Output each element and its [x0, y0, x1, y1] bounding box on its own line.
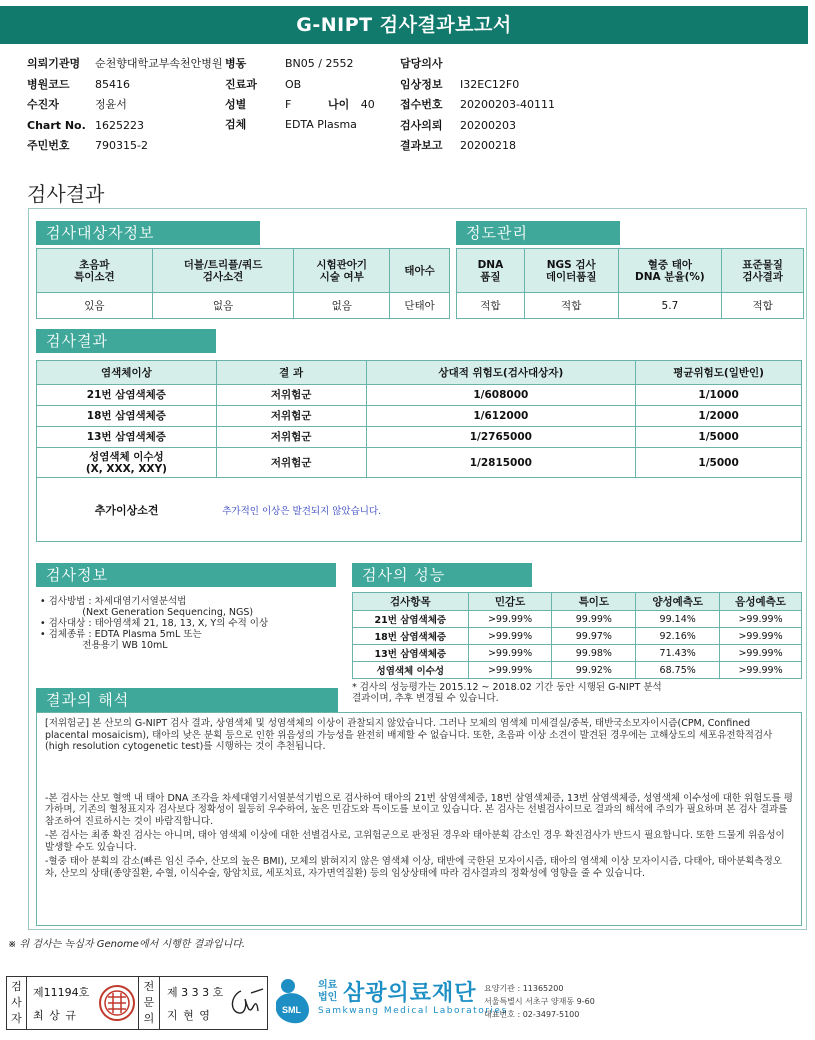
column-header: 음성예측도 [720, 593, 802, 611]
test-info-line: • 검사방법 : 차세대염기서열분석법 [40, 596, 187, 607]
column-header: DNA 품질 [457, 249, 525, 293]
org-contact [484, 982, 595, 1021]
header-field [400, 139, 516, 153]
interpretation-text [36, 712, 802, 926]
column-header: 상대적 위험도(검사대상자) [366, 361, 636, 385]
extra-findings-row [37, 478, 802, 542]
tab-performance: 검사의 성능 [352, 563, 532, 587]
result-name-cell: 18번 삼염색체증 [37, 406, 217, 427]
result-result-cell: 저위험군 [216, 448, 366, 478]
specialist-license: 제 3 3 3 호 [167, 986, 224, 999]
performance-value-cell: 99.14% [636, 611, 720, 628]
org-legal-type [318, 980, 337, 1004]
role-specialist: 전 문 의 [138, 977, 160, 1029]
performance-value-cell: >99.99% [720, 662, 802, 679]
header-row [457, 249, 804, 293]
report-title: G-NIPT 검사결과보고서 [0, 6, 808, 44]
header-field-label: 담당의사 [400, 57, 443, 70]
value-cell: 있음 [37, 293, 153, 319]
header-field-label: 검사의뢰 [400, 118, 443, 132]
value-cell: 5.7 [618, 293, 722, 319]
header-field [225, 98, 291, 112]
result-avg-cell: 1/5000 [636, 427, 802, 448]
legal-prefix-1: 의료 [318, 980, 338, 991]
header-field-value: 85416 [95, 77, 130, 91]
specialist-signature [227, 985, 265, 1024]
header-field-value: 790315-2 [95, 139, 148, 152]
header-field-value: I32EC12F0 [460, 77, 520, 91]
performance-note-line-1: * 검사의 성능평가는 2015.12 ~ 2018.02 기간 동안 시행된 G-NIPT 분석 [352, 682, 662, 693]
interpretation-paragraph: -본 검사는 최종 확진 검사는 아니며, 태아 염색체 이상에 대한 선별검사로, 고위험군으로 판정된 경우와 태아분획 감소인 경우 확진검사가 반드시 필요합니다. 또한 드물게 위음성이 발생할 수도 있습니다. [45, 830, 785, 853]
org-care-code: 요양기관 : 11365200 [484, 984, 564, 993]
header-field-label: 수진자 [27, 98, 59, 111]
result-result-cell: 저위험군 [216, 406, 366, 427]
header-field-value: OB [285, 78, 302, 91]
org-name-en: Samkwang Medical Laboratories [318, 1006, 508, 1016]
performance-value-cell: >99.99% [468, 662, 552, 679]
footer-note: ※ 위 검사는 녹십자 Genome에서 시행한 결과입니다. [8, 939, 246, 950]
performance-value-cell: 71.43% [636, 645, 720, 662]
tab-test-info: 검사정보 [36, 563, 336, 587]
performance-item-cell: 성염색체 이수성 [353, 662, 469, 679]
section-title: 검사결과 [27, 182, 105, 206]
result-avg-cell: 1/2000 [636, 406, 802, 427]
column-header: 검사항목 [353, 593, 469, 611]
table-row [353, 645, 802, 662]
performance-value-cell: 99.98% [552, 645, 636, 662]
column-header: 특이도 [552, 593, 636, 611]
performance-note-line-2: 결과이며, 추후 변경될 수 있습니다. [352, 693, 499, 704]
value-row [37, 293, 450, 319]
header-field [27, 119, 144, 133]
column-header: 염색체이상 [37, 361, 217, 385]
performance-value-cell: 92.16% [636, 628, 720, 645]
value-row [457, 293, 804, 319]
tab-test-result: 검사결과 [36, 329, 216, 353]
header-field-label: 주민번호 [27, 139, 70, 152]
sml-logo-icon [272, 976, 318, 1026]
header-field [400, 57, 460, 71]
header-field-value: F [285, 98, 292, 111]
column-header: 평균위험도(일반인) [636, 361, 802, 385]
header-field [27, 78, 130, 92]
org-name-ko: 삼광의료재단 [343, 981, 477, 1006]
result-name-cell: 성염색체 이수성 (X, XXX, XXY) [37, 448, 217, 478]
header-field-value: 정윤서 [95, 98, 127, 111]
performance-note [352, 682, 802, 704]
performance-value-cell: >99.99% [468, 645, 552, 662]
performance-value-cell: >99.99% [468, 611, 552, 628]
header-field [225, 57, 353, 71]
header-field-label: 진료과 [225, 78, 257, 91]
value-cell: 적합 [457, 293, 525, 319]
column-header: NGS 검사 데이터품질 [524, 249, 618, 293]
header-field-value: BN05 / 2552 [285, 57, 354, 70]
test-info-notes [40, 596, 350, 651]
header-field-label: 병원코드 [27, 77, 70, 91]
header-field-label: 검체 [225, 118, 247, 131]
handwritten-signature-icon [227, 985, 265, 1021]
column-header: 더블/트리플/쿼드 검사소견 [152, 249, 294, 293]
result-result-cell: 저위험군 [216, 385, 366, 406]
result-rel-cell: 1/608000 [366, 385, 636, 406]
value-cell: 없음 [294, 293, 390, 319]
header-field-label: Chart No. [27, 118, 86, 132]
performance-value-cell: 68.75% [636, 662, 720, 679]
value-cell: 적합 [524, 293, 618, 319]
performance-table [352, 592, 802, 679]
test-info-line: • 검체종류 : EDTA Plasma 5mL 또는 [40, 629, 202, 640]
table-row [353, 611, 802, 628]
header-field [225, 118, 357, 132]
header-field-value: 순천향대학교부속천안병원 [95, 57, 223, 70]
performance-value-cell: >99.99% [720, 611, 802, 628]
test-info-line: 전용용기 WB 10mL [40, 640, 168, 651]
table-row [353, 662, 802, 679]
column-header: 초음파 특이소견 [37, 249, 153, 293]
age-value: 40 [360, 98, 375, 111]
performance-value-cell: >99.99% [720, 645, 802, 662]
header-field-value: 20200203-40111 [460, 98, 555, 111]
tab-subject-info: 검사대상자정보 [36, 221, 260, 245]
header-field [27, 98, 127, 112]
header-field-value: 20200218 [460, 139, 516, 152]
performance-value-cell: >99.99% [468, 628, 552, 645]
extra-findings-value: 추가적인 이상은 발견되지 않았습니다. [216, 478, 801, 542]
result-avg-cell: 1/5000 [636, 448, 802, 478]
qc-table [456, 248, 804, 319]
header-field [27, 139, 148, 153]
header-field-label: 임상정보 [400, 77, 443, 91]
age-field [328, 98, 375, 112]
signature-box [6, 976, 268, 1030]
column-header: 표준물질 검사결과 [722, 249, 804, 293]
result-result-cell: 저위험군 [216, 427, 366, 448]
subject-info-table [36, 248, 450, 319]
column-header: 민감도 [468, 593, 552, 611]
table-row [353, 628, 802, 645]
table-row [37, 427, 802, 448]
age-label: 나이 [328, 98, 350, 111]
performance-item-cell: 21번 삼염색체증 [353, 611, 469, 628]
header-field-value: 20200203 [460, 118, 516, 132]
test-info-line: (Next Generation Sequencing, NGS) [40, 607, 254, 618]
performance-value-cell: 99.99% [552, 611, 636, 628]
org-logo [272, 976, 318, 1030]
header-field [27, 57, 223, 71]
specialist-name: 지 현 영 [167, 1009, 211, 1022]
result-rel-cell: 1/2765000 [366, 427, 636, 448]
examiner-name: 최 상 규 [33, 1009, 77, 1022]
test-info-line: • 검사대상 : 태아염색체 21, 18, 13, X, Y의 수적 이상 [40, 618, 269, 629]
column-header: 시험관아기 시술 여부 [294, 249, 390, 293]
header-field [400, 98, 555, 112]
interpretation-paragraph: [저위험군] 본 산모의 G-NIPT 검사 결과, 상염색체 및 성염색체의 이상이 관찰되지 않았습니다. 그러나 모체의 염색체 미세결실/중복, 태반국소모자이시즘(CPM, Confined placental mosaicism), 태아의 낮은 분획 등으로 인한 위음성의 가능성을 완전히 배제할 수 없습니다. 또한, 초음파 이상 소견이 발견된 경우에는 고해상도의 세포유전학적검사(high resolution cytogenetic test)를 시행하는 것이 추천됩니다. [45, 718, 773, 752]
header-field [400, 119, 516, 133]
header-field-label: 병동 [225, 57, 247, 70]
interpretation-paragraph: -본 검사는 산모 혈액 내 태아 DNA 조각을 차세대염기서열분석기법으로 검사하여 태아의 21번 삼염색체증, 18번 삼염색체증, 13번 삼염색체증, 성염색체 이수성에 대한 위험도를 평가하며, 기존의 혈청표지자 검사보다 정확성이 월등히 우수하여, 높은 민감도와 특이도를 보이고 있습니다. 본 검사는 선별검사이므로 결과의 해석에 주의가 필요하며 본 검사 결과를 참조하여 진료하시는 것이 바람직합니다. [45, 792, 793, 827]
header-field-value: EDTA Plasma [285, 118, 357, 131]
table-row [37, 406, 802, 427]
column-header: 양성예측도 [636, 593, 720, 611]
header-field-label: 접수번호 [400, 98, 443, 111]
examiner-seal-icon [99, 983, 135, 1023]
tab-quality-control: 정도관리 [456, 221, 620, 245]
value-cell: 없음 [152, 293, 294, 319]
logo-text: SML [282, 1005, 301, 1015]
header-field [225, 78, 301, 92]
result-table [36, 360, 802, 542]
examiner-license: 제11194호 [33, 986, 90, 999]
column-header: 결 과 [216, 361, 366, 385]
table-row [37, 385, 802, 406]
role-examiner: 검 사 자 [7, 977, 27, 1029]
extra-findings-label: 추가이상소견 [37, 478, 217, 542]
performance-item-cell: 18번 삼염색체증 [353, 628, 469, 645]
result-avg-cell: 1/1000 [636, 385, 802, 406]
header-field [400, 78, 519, 92]
header-field-label: 성별 [225, 98, 247, 111]
header-field-value: 1625223 [95, 118, 144, 132]
header-row [37, 361, 802, 385]
org-address: 서울특별시 서초구 양재동 9-60 [484, 997, 595, 1006]
result-rel-cell: 1/2815000 [366, 448, 636, 478]
column-header: 태아수 [390, 249, 450, 293]
header-row [37, 249, 450, 293]
result-name-cell: 21번 삼염색체증 [37, 385, 217, 406]
org-phone: 대표번호 : 02-3497-5100 [484, 1010, 580, 1019]
examiner-seal [99, 983, 135, 1026]
performance-item-cell: 13번 삼염색체증 [353, 645, 469, 662]
performance-value-cell: >99.99% [720, 628, 802, 645]
tab-interpretation: 결과의 해석 [36, 688, 338, 712]
legal-prefix-2: 법인 [318, 992, 338, 1003]
performance-value-cell: 99.97% [552, 628, 636, 645]
header-field-label: 의뢰기관명 [27, 57, 81, 70]
value-cell: 단태아 [390, 293, 450, 319]
column-header: 혈중 태아 DNA 분율(%) [618, 249, 722, 293]
performance-value-cell: 99.92% [552, 662, 636, 679]
value-cell: 적합 [722, 293, 804, 319]
interpretation-paragraph: -혈중 태아 분획의 감소(빠른 임신 주수, 산모의 높은 BMI), 모체의 밝혀지지 않은 염색체 이상, 태반에 국한된 모자이시즘, 태아의 염색체 이상 모자이시즘, 다태아, 태아분획측정오차, 산모의 상태(종양질환, 수혈, 이식수술, 항암치료, 세포치료, 자가면역질환) 등의 임상상태에 따라 검사결과의 정확성에 영향을 줄 수 있습니다. [45, 856, 782, 879]
header-row [353, 593, 802, 611]
table-row [37, 448, 802, 478]
header-field-label: 결과보고 [400, 139, 443, 152]
result-rel-cell: 1/612000 [366, 406, 636, 427]
result-name-cell: 13번 삼염색체증 [37, 427, 217, 448]
